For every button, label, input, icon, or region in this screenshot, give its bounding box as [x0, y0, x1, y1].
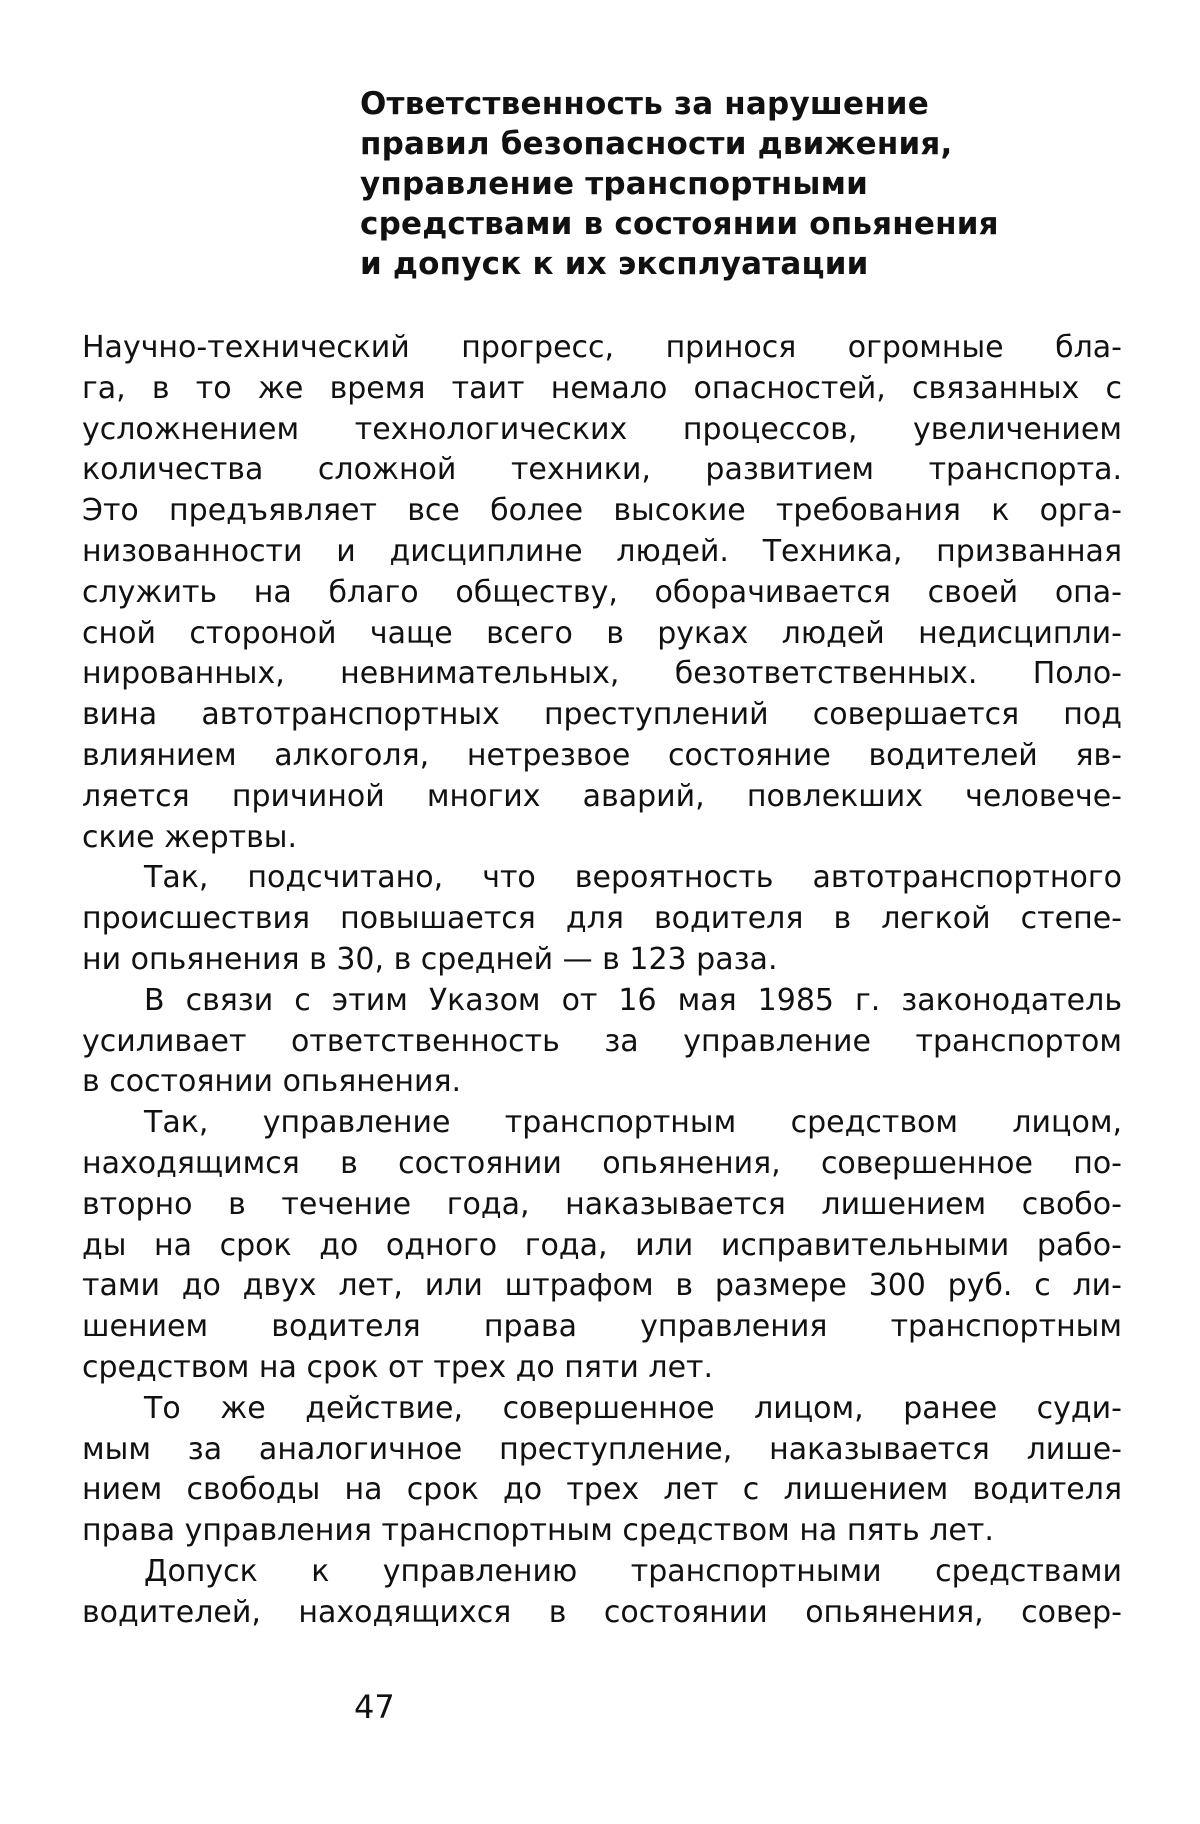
- text-line: низованности и дисциплине людей. Техника, призванная: [82, 533, 1122, 569]
- text-line: сной стороной чаще всего в руках людей недисципли-: [82, 615, 1122, 651]
- text-line: Допуск к управлению транспортными средствами: [144, 1553, 1122, 1589]
- text-line: вторно в течение года, наказывается лишением свобо-: [82, 1186, 1122, 1222]
- text-line: количества сложной техники, развитием транспорта.: [82, 452, 1122, 488]
- text-line: га, в то же время таит немало опасностей, связанных с: [82, 370, 1122, 406]
- text-line: ские жертвы.: [82, 819, 298, 855]
- text-line: мым за аналогичное преступление, наказывается лише-: [82, 1431, 1122, 1467]
- heading-line: правил безопасности движения,: [360, 126, 953, 162]
- text-line: усложнением технологических процессов, увеличением: [82, 411, 1122, 447]
- text-line: влиянием алкоголя, нетрезвое состояние водителей яв-: [82, 737, 1122, 773]
- text-line: нием свободы на срок до трех лет с лишением водителя: [82, 1472, 1122, 1508]
- text-line: Научно-технический прогресс, принося огромные бла-: [82, 330, 1122, 365]
- text-line: служить на благо обществу, оборачивается своей опа-: [82, 574, 1122, 610]
- text-line: То же действие, совершенное лицом, ранее суди-: [144, 1390, 1122, 1426]
- text-line: водителей, находящихся в состоянии опьянения, совер-: [82, 1594, 1122, 1630]
- paragraph: [82, 1389, 1122, 1552]
- text-line: тами до двух лет, или штрафом в размере 300 руб. с ли-: [82, 1268, 1122, 1304]
- paragraph: [82, 1103, 1122, 1389]
- text-line: ды на срок до одного года, или исправительными рабо-: [82, 1227, 1122, 1263]
- text-line: ляется причиной многих аварий, повлекших человече-: [82, 778, 1122, 814]
- text-line: находящимся в состоянии опьянения, совершенное по-: [82, 1145, 1122, 1181]
- section-heading: [360, 84, 1060, 284]
- text-line: В связи с этим Указом от 16 мая 1985 г. законодатель: [144, 982, 1122, 1018]
- heading-line: Ответственность за нарушение: [360, 86, 929, 122]
- text-line: в состоянии опьянения.: [82, 1064, 462, 1100]
- paragraph: [82, 981, 1122, 1103]
- text-line: права управления транспортным средством на пять лет.: [82, 1513, 994, 1549]
- text-line: Так, управление транспортным средством лицом,: [144, 1105, 1122, 1141]
- paragraph: [82, 858, 1122, 980]
- text-line: нированных, невнимательных, безответственных. Поло-: [82, 656, 1122, 692]
- heading-line: средствами в состоянии опьянения: [360, 206, 999, 242]
- paragraph: [82, 1552, 1122, 1634]
- text-line: ни опьянения в 30, в средней — в 123 раза.: [82, 941, 778, 977]
- text-line: происшествия повышается для водителя в легкой степе-: [82, 901, 1122, 937]
- text-line: шением водителя права управления транспортным: [82, 1309, 1122, 1345]
- page-number: 47: [354, 1688, 395, 1726]
- text-line: Это предъявляет все более высокие требования к орга-: [82, 493, 1122, 529]
- heading-line: управление транспортными: [360, 166, 869, 202]
- text-line: усиливает ответственность за управление транспортом: [82, 1023, 1122, 1059]
- text-line: вина автотранспортных преступлений совершается под: [82, 697, 1122, 733]
- paragraph: [82, 328, 1122, 858]
- text-line: средством на срок от трех до пяти лет.: [82, 1349, 714, 1385]
- heading-line: и допуск к их эксплуатации: [360, 246, 869, 282]
- text-line: Так, подсчитано, что вероятность автотранспортного: [144, 860, 1122, 896]
- body-text: [82, 328, 1122, 1634]
